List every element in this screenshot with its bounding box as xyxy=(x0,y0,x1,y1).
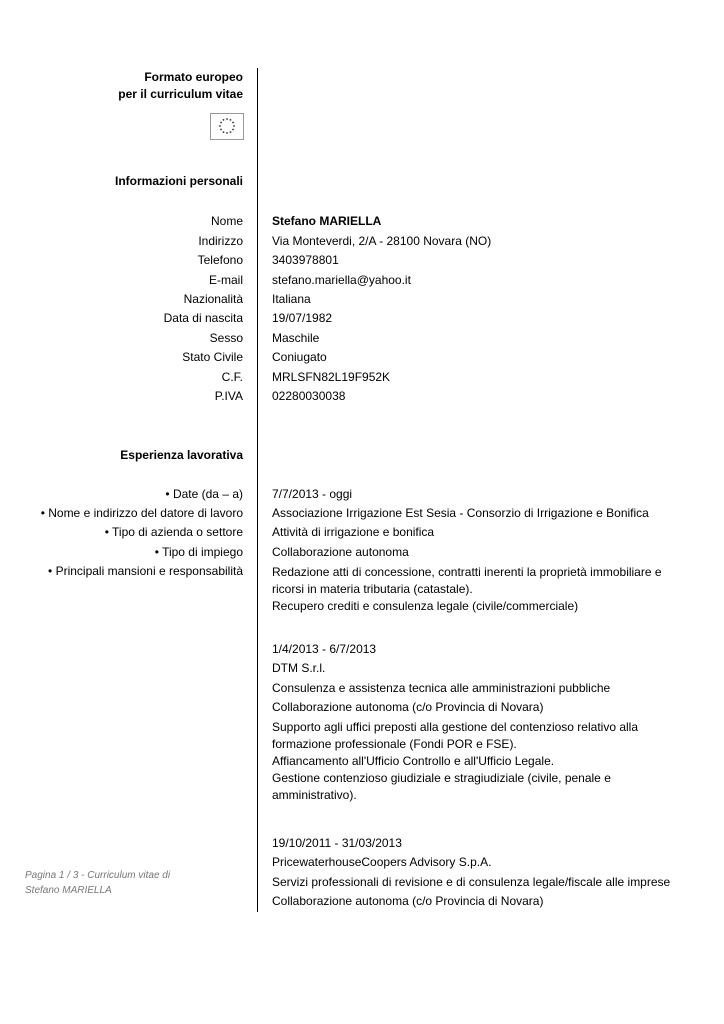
label-name: Nome xyxy=(210,214,243,228)
job-type: Collaborazione autonoma xyxy=(272,545,409,559)
label-employment-type: • Tipo di impiego xyxy=(154,545,243,559)
footer-page-info: Pagina 1 / 3 - Curriculum vitae di xyxy=(25,870,171,881)
label-employer: • Nome e indirizzo del datore di lavoro xyxy=(40,506,243,520)
value-name: Stefano MARIELLA xyxy=(272,214,382,228)
label-fiscal-code: C.F. xyxy=(221,370,243,384)
job-duties xyxy=(272,564,662,615)
job-duties-line: amministrativo). xyxy=(272,788,357,802)
eu-stars-icon xyxy=(211,114,243,139)
footer-author: Stefano MARIELLA xyxy=(25,885,112,896)
job-duties-line: Recupero crediti e consulenza legale (civile/commerciale) xyxy=(272,599,579,613)
label-civil-status: Stato Civile xyxy=(182,350,243,364)
job-sector: Servizi professionali di revisione e di consulenza legale/fiscale alle imprese xyxy=(272,875,671,889)
job-duties-line: ricorsi in materia tributaria (catastale). xyxy=(272,582,473,596)
column-divider xyxy=(257,68,258,912)
value-birthdate: 19/07/1982 xyxy=(272,311,333,325)
job-dates: 7/7/2013 - oggi xyxy=(272,487,353,501)
job-duties xyxy=(272,719,638,804)
section-title-experience: Esperienza lavorativa xyxy=(120,448,243,462)
value-fiscal-code: MRLSFN82L19F952K xyxy=(272,370,391,384)
job-employer: PricewaterhouseCoopers Advisory S.p.A. xyxy=(272,855,492,869)
job-sector: Attività di irrigazione e bonifica xyxy=(272,525,435,539)
label-phone: Telefono xyxy=(197,253,243,267)
label-email: E-mail xyxy=(208,273,243,287)
cv-format-subtitle: per il curriculum vitae xyxy=(118,87,243,101)
section-title-personal: Informazioni personali xyxy=(114,174,243,188)
label-sector: • Tipo di azienda o settore xyxy=(104,525,243,539)
job-duties-line: Supporto agli uffici preposti alla gestione del contenzioso relativo alla xyxy=(272,720,639,734)
value-nationality: Italiana xyxy=(272,292,311,306)
job-duties-line: formazione professionale (Fondi POR e FSE). xyxy=(272,737,517,751)
value-phone: 3403978801 xyxy=(272,253,339,267)
value-civil-status: Coniugato xyxy=(272,350,327,364)
job-sector: Consulenza e assistenza tecnica alle amministrazioni pubbliche xyxy=(272,681,611,695)
label-sex: Sesso xyxy=(209,331,243,345)
job-dates: 19/10/2011 - 31/03/2013 xyxy=(272,836,402,850)
job-employer: DTM S.r.l. xyxy=(272,661,326,675)
page-footer xyxy=(25,868,170,898)
value-sex: Maschile xyxy=(272,331,320,345)
value-email: stefano.mariella@yahoo.it xyxy=(272,273,411,287)
job-dates: 1/4/2013 - 6/7/2013 xyxy=(272,642,377,656)
job-type: Collaborazione autonoma (c/o Provincia di Novara) xyxy=(272,700,544,714)
eu-flag-icon xyxy=(210,113,244,140)
label-nationality: Nazionalità xyxy=(183,292,243,306)
label-address: Indirizzo xyxy=(198,234,243,248)
value-vat: 02280030038 xyxy=(272,389,346,403)
label-duties: • Principali mansioni e responsabilità xyxy=(48,564,243,578)
job-duties-line: Affiancamento all'Ufficio Controllo e all'Ufficio Legale. xyxy=(272,754,555,768)
label-birthdate: Data di nascita xyxy=(163,311,243,325)
label-vat: P.IVA xyxy=(214,389,243,403)
job-duties-line: Gestione contenzioso giudiziale e stragiudiziale (civile, penale e xyxy=(272,771,611,785)
value-address: Via Monteverdi, 2/A - 28100 Novara (NO) xyxy=(272,234,492,248)
cv-format-title: Formato europeo xyxy=(144,70,243,84)
job-type: Collaborazione autonoma (c/o Provincia di Novara) xyxy=(272,894,544,908)
label-dates: • Date (da – a) xyxy=(165,487,243,501)
job-employer: Associazione Irrigazione Est Sesia - Consorzio di Irrigazione e Bonifica xyxy=(272,506,649,520)
job-duties-line: Redazione atti di concessione, contratti inerenti la proprietà immobiliare e xyxy=(272,565,662,579)
